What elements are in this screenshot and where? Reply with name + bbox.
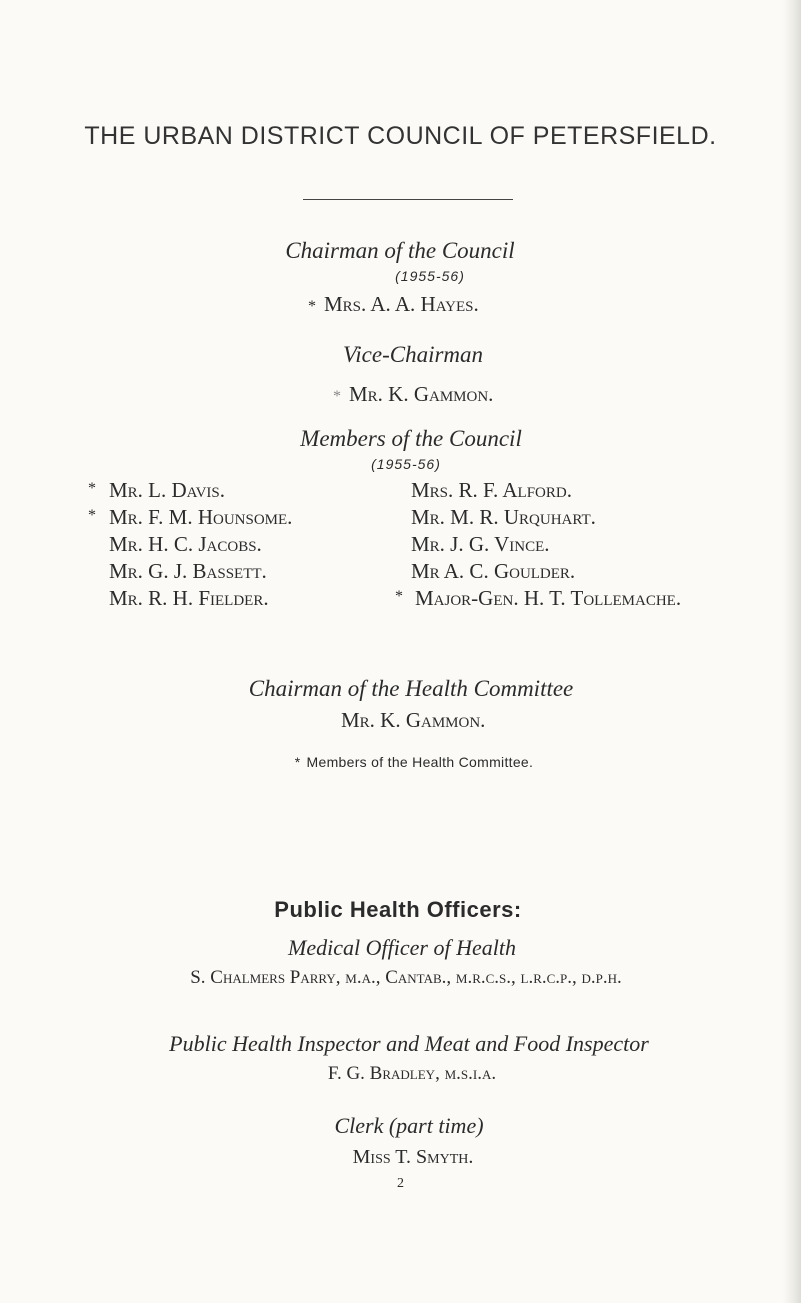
- clerk-name: Miss T. Smyth.: [352, 1146, 474, 1168]
- chairman-years: (1955-56): [395, 268, 465, 284]
- medical-officer-name: S. Chalmers Parry, m.a., Cantab., m.r.c.s., l.r.c.p., d.p.h.: [190, 967, 622, 988]
- health-inspector-name: F. G. Bradley, m.s.i.a.: [327, 1063, 497, 1084]
- members-years: (1955-56): [371, 456, 441, 472]
- member-name: Mr. R. H. Fielder.: [109, 586, 269, 610]
- title-divider: [303, 199, 513, 200]
- vice-chairman-name-text: Mr. K. Gammon.: [349, 382, 494, 406]
- chairman-heading: Chairman of the Council: [285, 238, 515, 263]
- chairman-name-text: Mrs. A. A. Hayes.: [324, 292, 479, 316]
- member-name: Mr. F. M. Hounsome.: [109, 505, 293, 529]
- member-row: [411, 559, 575, 584]
- member-row: [88, 478, 225, 503]
- member-row: [411, 532, 550, 557]
- footnote-text: Members of the Health Committee.: [306, 754, 534, 770]
- vice-chairman-heading: Vice-Chairman: [342, 342, 484, 367]
- member-row: [411, 478, 572, 503]
- member-row: [395, 586, 682, 611]
- clerk-heading: Clerk (part time): [334, 1113, 484, 1138]
- committee-mark: *: [333, 388, 341, 405]
- member-name: Mr. H. C. Jacobs.: [109, 532, 262, 556]
- officers-heading: Public Health Officers:: [274, 897, 522, 922]
- health-committee-chairman: Mr. K. Gammon.: [341, 708, 486, 732]
- committee-mark: *: [88, 507, 96, 524]
- page-edge-shadow: [783, 0, 801, 1303]
- committee-mark: *: [294, 754, 301, 770]
- member-name: Mr. G. J. Bassett.: [109, 559, 267, 583]
- committee-mark: *: [88, 480, 96, 497]
- member-row: [109, 532, 262, 557]
- member-name: Mr. J. G. Vince.: [411, 532, 550, 556]
- footnote: [295, 754, 533, 770]
- member-row: [411, 505, 596, 530]
- committee-mark: *: [395, 588, 403, 605]
- committee-mark: *: [308, 298, 316, 315]
- council-title: THE URBAN DISTRICT COUNCIL OF PETERSFIELD.: [84, 122, 717, 150]
- medical-officer-heading: Medical Officer of Health: [288, 935, 516, 960]
- vice-chairman-name: [333, 382, 493, 407]
- member-row: [109, 586, 269, 611]
- member-row: [88, 505, 293, 530]
- member-name: Major-Gen. H. T. Tollemache.: [415, 586, 682, 610]
- health-inspector-heading: Public Health Inspector and Meat and Food Inspector: [169, 1031, 649, 1056]
- health-committee-heading: Chairman of the Health Committee: [248, 676, 574, 701]
- member-name: Mr. M. R. Urquhart.: [411, 505, 596, 529]
- member-row: [109, 559, 267, 584]
- member-name: Mrs. R. F. Alford.: [411, 478, 572, 502]
- member-name: Mr. L. Davis.: [109, 478, 225, 502]
- page-number: 2: [397, 1176, 404, 1191]
- member-name: Mr A. C. Goulder.: [411, 559, 576, 583]
- members-heading: Members of the Council: [300, 426, 522, 451]
- chairman-name: [308, 292, 479, 317]
